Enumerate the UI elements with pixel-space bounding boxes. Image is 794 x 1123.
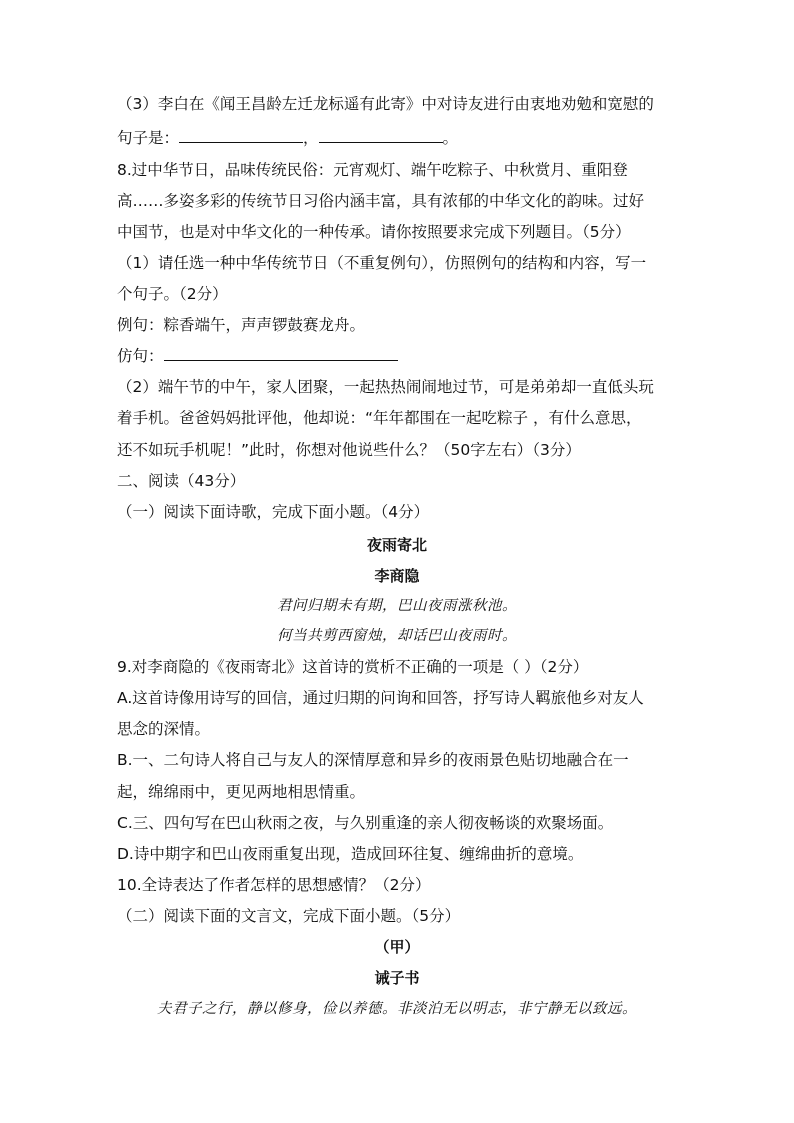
poem-title: 夜雨寄北 [366, 536, 427, 554]
part2-heading: （二）阅读下面的文言文，完成下面小题。（5分） [117, 907, 461, 925]
q8-imitate-prefix: 仿句： [117, 347, 164, 365]
q9-option-b-line1: B.一、二句诗人将自己与友人的深情厚意和异乡的夜雨景色贴切地融合在一 [117, 751, 629, 769]
section2-part1: （一）阅读下面诗歌，完成下面小题。（4分） [117, 503, 430, 521]
q8-line2: 高……多姿多彩的传统节日习俗内涵丰富，具有浓郁的中华文化的韵味。过好 [117, 192, 645, 210]
part2-line1: 夫君子之行，静以修身，俭以养德。非淡泊无以明志，非宁静无以致远。 [157, 1001, 637, 1017]
poem-author: 李商隐 [374, 567, 420, 585]
part2-label: （甲） [374, 938, 420, 956]
q8-sub1-line2: 个句子。（2分） [117, 285, 228, 303]
q7-3-line1: （3）李白在《闻王昌龄左迁龙标遥有此寄》中对诗友进行由衷地劝勉和宽慰的 [117, 95, 654, 113]
answer-blank-2[interactable] [319, 128, 443, 143]
q7-3-line2 [117, 128, 458, 148]
q7-3-end: 。 [442, 129, 459, 147]
answer-blank-1[interactable] [179, 128, 303, 143]
q9-stem: 9.对李商隐的《夜雨寄北》这首诗的赏析不正确的一项是（ ）（2分） [117, 658, 589, 676]
q8-sub1-line1: （1）请任选一种中华传统节日（不重复例句），仿照例句的结构和内容，写一 [117, 254, 647, 272]
q8-line1: 8.过中华节日，品味传统民俗：元宵观灯、端午吃粽子、中秋赏月、重阳登 [117, 161, 628, 179]
q8-sub2-line2: 着手机。爸爸妈妈批评他，他却说：“年年都围在一起吃粽子 ，有什么意思， [117, 409, 642, 427]
q8-example: 例句：粽香端午，声声锣鼓赛龙舟。 [117, 316, 366, 334]
part2-title: 诫子书 [374, 969, 420, 987]
q10-stem: 10.全诗表达了作者怎样的思想感情？（2分） [117, 876, 431, 894]
section2-heading: 二、阅读（43分） [117, 472, 246, 490]
q8-sub2-line1: （2）端午节的中午，家人团聚，一起热热闹闹地过节，可是弟弟却一直低头玩 [117, 378, 654, 396]
q9-option-b-line2: 起，绵绵雨中，更见两地相思情重。 [117, 783, 366, 801]
imitate-answer-blank[interactable] [164, 346, 398, 361]
poem-line1: 君问归期未有期，巴山夜雨涨秋池。 [277, 598, 517, 614]
q8-line3: 中国节，也是对中华文化的一种传承。请你按照要求完成下列题目。（5分） [117, 223, 631, 241]
q9-option-c: C.三、四句写在巴山秋雨之夜，与久别重逢的亲人彻夜畅谈的欢聚场面。 [117, 814, 614, 832]
q7-3-separator: ， [303, 129, 319, 147]
q9-option-d: D.诗中期字和巴山夜雨重复出现，造成回环往复、缠绵曲折的意境。 [117, 845, 584, 863]
q8-sub2-line3: 还不如玩手机呢！”此时，你想对他说些什么？（50字左右）（3分） [117, 441, 581, 459]
q9-option-a-line1: A.这首诗像用诗写的回信，通过归期的问询和回答，抒写诗人羁旅他乡对友人 [117, 689, 644, 707]
q9-option-a-line2: 思念的深情。 [117, 720, 211, 738]
q8-imitate [117, 346, 398, 366]
poem-line2: 何当共剪西窗烛，却话巴山夜雨时。 [277, 628, 517, 644]
q7-3-prefix: 句子是： [117, 129, 180, 147]
